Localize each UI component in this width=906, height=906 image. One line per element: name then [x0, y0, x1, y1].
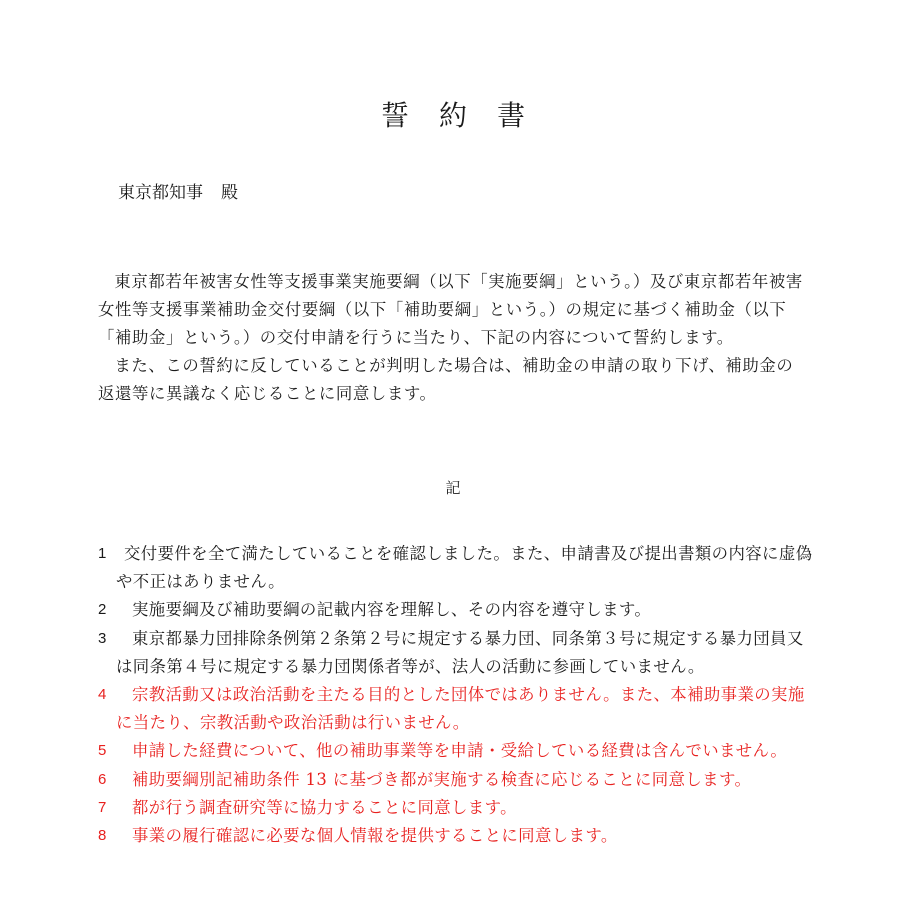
pledge-item-4	[98, 681, 820, 737]
pledge-item-7	[98, 794, 820, 822]
item-number: 3	[98, 629, 107, 647]
addressee-name: 東京都知事	[118, 183, 203, 203]
item-text: 事業の履行確認に必要な個人情報を提供することに同意します。	[132, 826, 618, 846]
pledge-paragraph-1: 東京都若年被害女性等支援事業実施要綱（以下「実施要綱」という。）及び東京都若年被害女性等支援事業補助金交付要綱（以下「補助要綱」という。）の規定に基づく補助金（以下「補助金」という。）の交付申請を行うに当たり、下記の内容について誓約します。	[98, 272, 803, 347]
item-text: 宗教活動又は政治活動を主たる目的とした団体ではありません。また、本補助事業の実施に当たり、宗教活動や政治活動は行いません。	[116, 685, 805, 733]
addressee-honorific: 殿	[221, 183, 238, 203]
pledge-items-list	[98, 540, 820, 850]
item-number: 5	[98, 742, 107, 760]
item-number: 1	[98, 545, 107, 562]
pledge-paragraph-2: また、この誓約に反していることが判明した場合は、補助金の申請の取り下げ、補助金の返還等に異議なく応じることに同意します。	[98, 356, 794, 403]
item-number: 6	[98, 770, 107, 788]
item-number: 8	[98, 827, 107, 845]
pledge-item-3	[98, 625, 820, 681]
item-text: 東京都暴力団排除条例第２条第２号に規定する暴力団、同条第３号に規定する暴力団員又は同条第４号に規定する暴力団関係者等が、法人の活動に参画していません。	[116, 628, 804, 676]
item-text: 申請した経費について、他の補助事業等を申請・受給している経費は含んでいません。	[132, 741, 788, 761]
item-number: 4	[98, 686, 107, 704]
pledge-item-1	[98, 540, 820, 596]
pledge-item-2	[98, 596, 820, 624]
item-text: 都が行う調査研究等に協力することに同意します。	[132, 797, 517, 817]
pledge-item-8	[98, 822, 820, 850]
addressee	[118, 180, 238, 206]
pledge-body	[98, 268, 810, 408]
item-number: 7	[98, 798, 107, 816]
pledge-item-6	[98, 766, 820, 794]
pledge-item-5	[98, 737, 820, 765]
item-text: 補助要綱別記補助条件 13 に基づき都が実施する検査に応じることに同意します。	[132, 769, 752, 789]
item-text: 実施要綱及び補助要綱の記載内容を理解し、その内容を遵守します。	[132, 600, 652, 620]
item-text: 交付要件を全て満たしていることを確認しました。また、申請書及び提出書類の内容に虚偽や不正はありません。	[116, 544, 813, 592]
item-number: 2	[98, 601, 107, 619]
ki-heading: 記	[445, 479, 461, 497]
document-title: 誓約書	[380, 99, 555, 132]
